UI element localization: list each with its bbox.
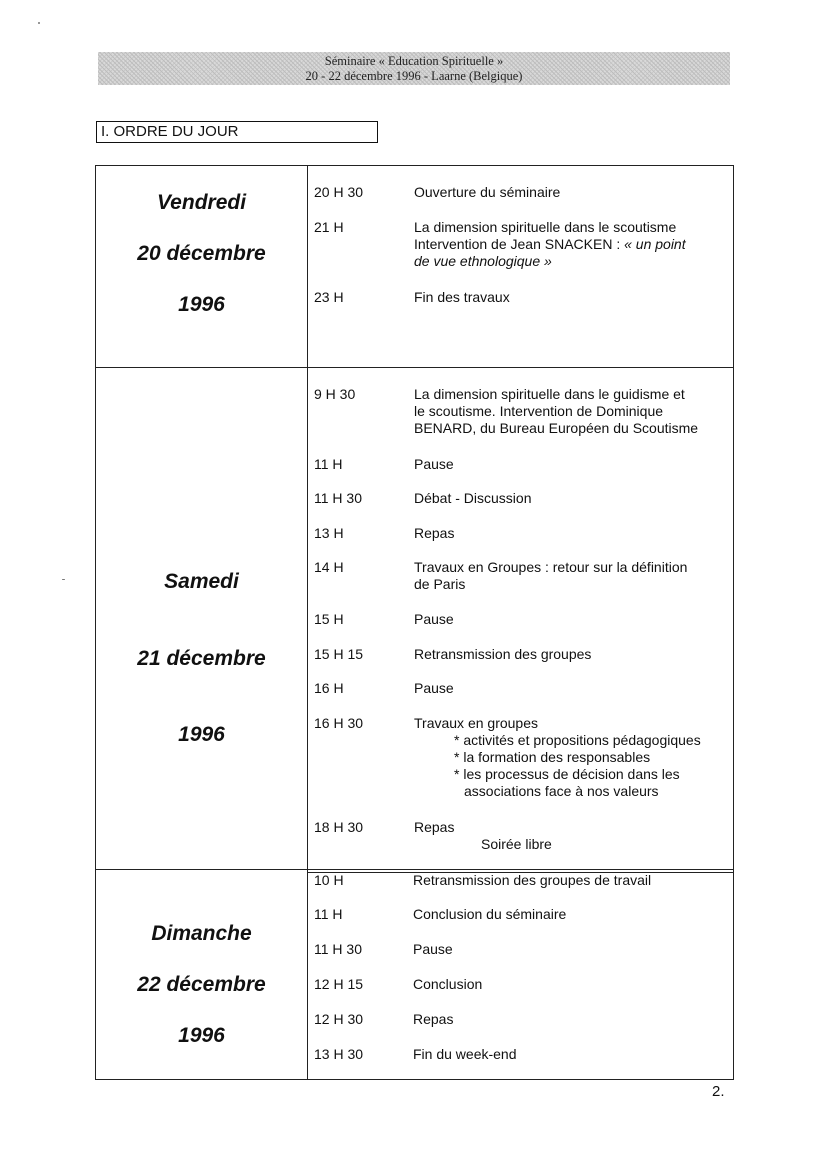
header-subtitle: 20 - 22 décembre 1996 - Laarne (Belgique) [305, 69, 523, 83]
session-time: 10 H [314, 872, 344, 888]
day-name: Dimanche [151, 922, 252, 945]
session-time: 13 H [314, 525, 344, 541]
scan-speck [62, 579, 65, 580]
header-title: Séminaire « Education Spirituelle » [324, 54, 504, 68]
day-date: 22 décembre [137, 973, 266, 996]
session-time: 12 H 30 [314, 1011, 364, 1027]
session-time: 9 H 30 [314, 386, 356, 402]
session-desc: Fin du week-end [413, 1046, 517, 1062]
page-number: 2. [712, 1083, 725, 1100]
session-desc: La dimension spirituelle dans le scoutisme Intervention de Jean SNACKEN : « un point de vue ethnologique » [414, 219, 686, 269]
section-title: I. ORDRE DU JOUR [96, 121, 378, 143]
session-desc: Repas Soirée libre [414, 819, 552, 852]
session-desc: Débat - Discussion [414, 490, 532, 506]
day-name: Vendredi [156, 191, 247, 214]
session-time: 16 H 30 [314, 715, 364, 731]
column-divider [307, 166, 308, 1079]
session-desc: Ouverture du séminaire [414, 184, 561, 200]
day-year: 1996 [178, 1024, 225, 1047]
session-desc: Travaux en groupes * activités et propositions pédagogiques * la formation des responsables * les processus de décision dans les associations face à nos valeurs [414, 715, 701, 799]
session-time: 15 H 15 [314, 646, 364, 662]
header-banner [98, 52, 730, 85]
session-time: 21 H [314, 219, 344, 235]
session-desc: Repas [413, 1011, 454, 1027]
session-desc: Conclusion [413, 976, 483, 992]
session-desc: Conclusion du séminaire [413, 906, 567, 922]
row-divider [96, 869, 733, 870]
day-year: 1996 [178, 723, 225, 746]
session-time: 16 H [314, 680, 344, 696]
day-year: 1996 [178, 293, 225, 316]
session-time: 18 H 30 [314, 819, 364, 835]
session-time: 14 H [314, 559, 344, 575]
session-time: 11 H 30 [314, 941, 362, 957]
session-desc: Travaux en Groupes : retour sur la définition de Paris [414, 559, 688, 592]
session-time: 15 H [314, 611, 344, 627]
session-time: 23 H [314, 289, 344, 305]
session-desc: Repas [414, 525, 455, 541]
session-desc: Fin des travaux [414, 289, 510, 305]
day-date: 21 décembre [137, 647, 266, 670]
session-time: 11 H [314, 906, 343, 922]
session-desc: Pause [413, 941, 453, 957]
session-desc: Retransmission des groupes [414, 646, 592, 662]
session-time: 11 H [314, 456, 343, 472]
day-date: 20 décembre [137, 242, 266, 265]
session-desc: Pause [414, 456, 454, 472]
session-time: 12 H 15 [314, 976, 364, 992]
session-desc: Retransmission des groupes de travail [413, 872, 652, 888]
row-divider [96, 367, 733, 368]
agenda-table [95, 165, 734, 1080]
session-desc: Pause [414, 611, 454, 627]
scan-speck [38, 22, 40, 24]
session-time: 11 H 30 [314, 490, 362, 506]
session-desc: Pause [414, 680, 454, 696]
day-name: Samedi [164, 570, 239, 593]
session-desc: La dimension spirituelle dans le guidisme et le scoutisme. Intervention de Dominique BENARD, du Bureau Européen du Scoutisme [414, 386, 699, 436]
session-time: 13 H 30 [314, 1046, 364, 1062]
session-time: 20 H 30 [314, 184, 364, 200]
